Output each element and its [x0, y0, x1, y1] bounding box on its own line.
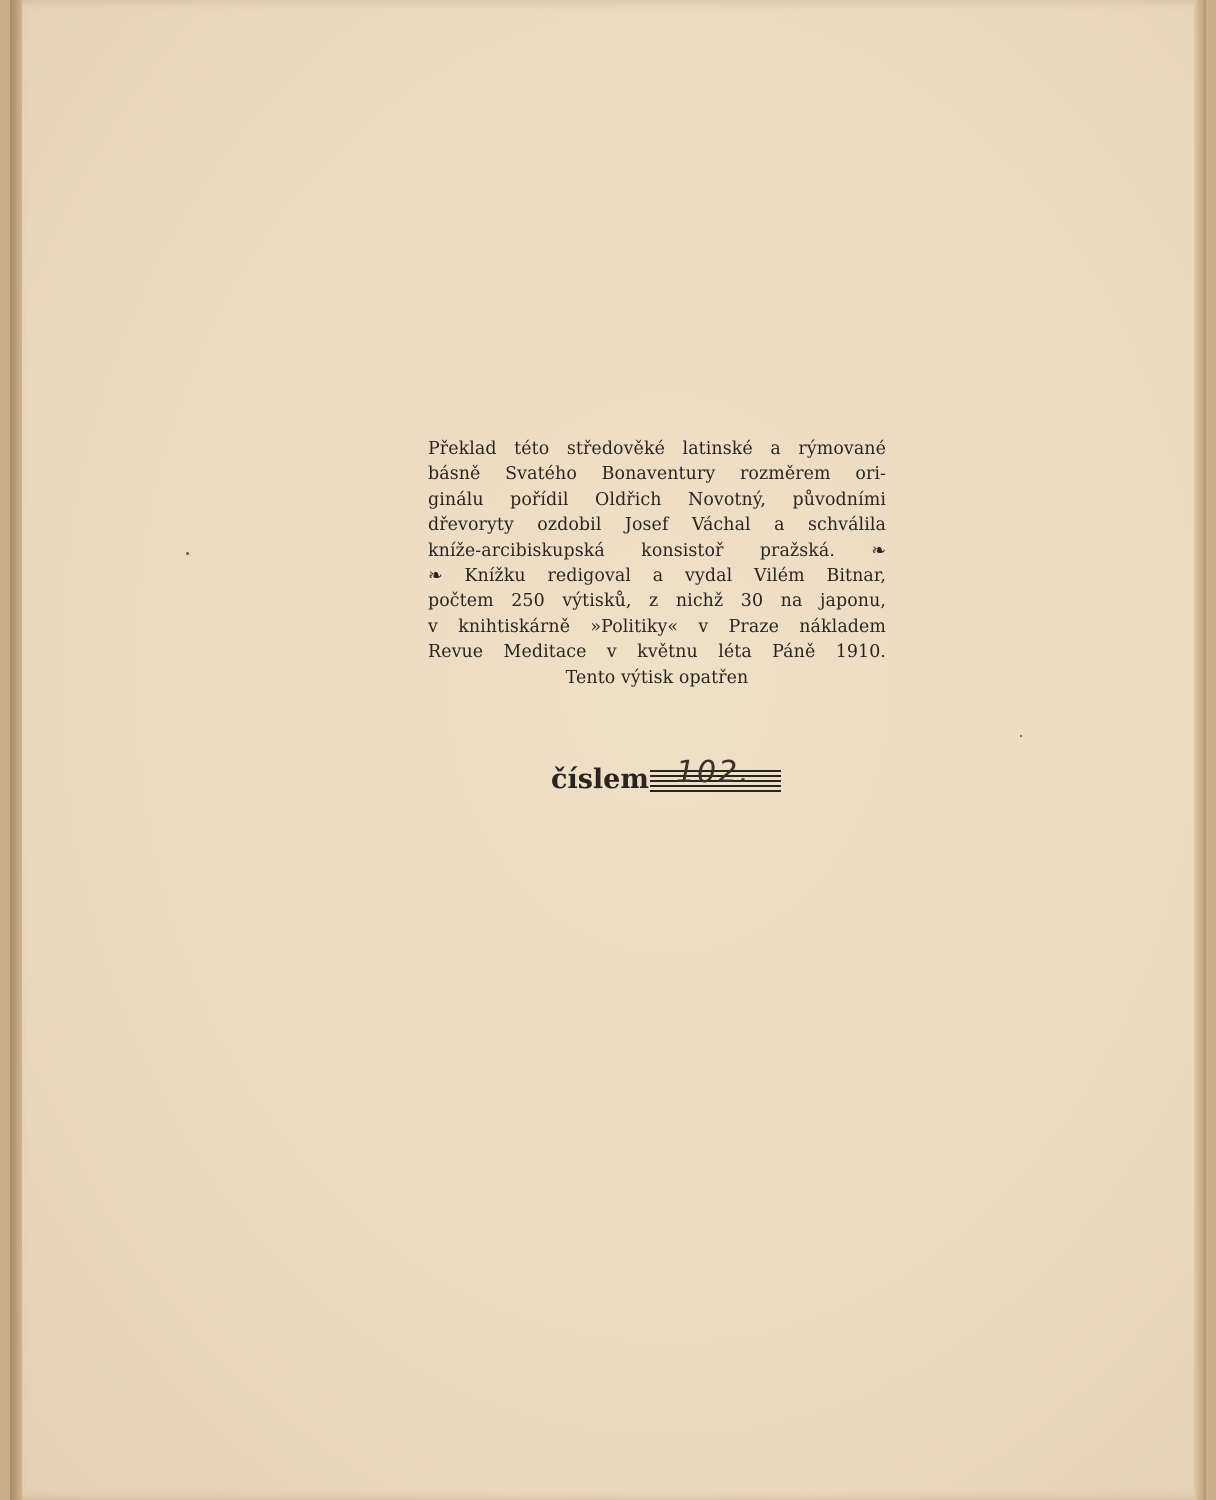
colophon-line: počtem 250 výtisků, z nichž 30 na japonu,	[428, 591, 886, 612]
book-page	[10, 0, 1206, 1500]
colophon-line: Revue Meditace v květnu léta Páně 1910.	[428, 642, 886, 663]
paper-speck	[186, 552, 189, 555]
copy-number-label: číslem	[551, 764, 649, 795]
page-right-edge	[1194, 0, 1206, 1500]
handwritten-copy-number: 102.	[675, 755, 751, 790]
colophon-line: dřevoryty ozdobil Josef Váchal a schválila	[428, 515, 886, 536]
colophon-text	[428, 437, 886, 691]
page-left-edge	[10, 0, 22, 1500]
colophon-line: kníže-arcibiskupská konsistoř pražská. ❧	[428, 540, 886, 561]
colophon-line: Překlad této středověké latinské a rýmované	[428, 439, 886, 459]
colophon-line: ginálu pořídil Oldřich Novotný, původními	[428, 489, 886, 510]
colophon-line: Tento výtisk opatřen	[565, 667, 749, 688]
paper-speck	[1020, 735, 1022, 737]
colophon-line: básně Svatého Bonaventury rozměrem ori-	[428, 464, 886, 485]
copy-number-field	[650, 755, 781, 793]
colophon-line: v knihtiskárně »Politiky« v Praze nákladem	[428, 616, 886, 637]
colophon-line: ❧ Knížku redigoval a vydal Vilém Bitnar,	[428, 565, 886, 586]
copy-number	[551, 756, 781, 796]
